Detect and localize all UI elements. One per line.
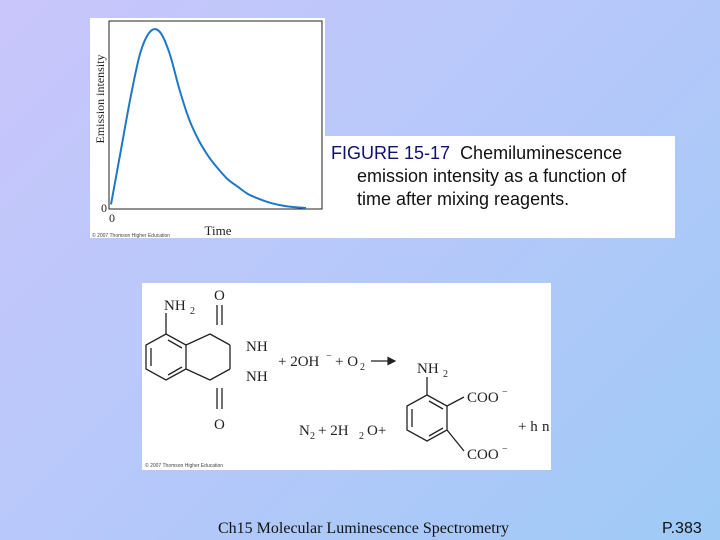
luminol-structure xyxy=(146,305,230,409)
y-tick-label: 0 xyxy=(101,201,107,215)
aminophthalate-structure xyxy=(407,377,464,451)
chart-panel xyxy=(90,18,325,238)
water-o-term: O+ xyxy=(367,423,387,439)
luminol-bottom-o: O xyxy=(214,417,225,433)
aminophthalate-nh2-sub: 2 xyxy=(443,369,448,380)
reaction-panel xyxy=(142,283,551,470)
figure-id: FIGURE 15-17 xyxy=(331,143,451,163)
chart-svg xyxy=(90,18,325,238)
nitrogen-product: N xyxy=(299,423,310,439)
aminophthalate-nh2-label: NH xyxy=(417,361,439,377)
water-term: + 2H xyxy=(318,423,349,439)
hydroxide-term: + 2OH xyxy=(278,354,320,370)
reaction-arrow xyxy=(371,358,395,365)
luminol-nh2-sub: 2 xyxy=(190,306,195,317)
caption-line-3: time after mixing reagents. xyxy=(357,189,570,209)
carboxylate-bottom: COO xyxy=(467,447,499,463)
luminol-nh-top: NH xyxy=(246,339,268,355)
figure-caption xyxy=(331,142,671,211)
luminol-nh-bottom: NH xyxy=(246,369,268,385)
emission-curve-0 xyxy=(111,29,306,208)
footer-chapter-title: Ch15 Molecular Luminescence Spectrometry xyxy=(218,520,510,537)
nitrogen-sub: 2 xyxy=(310,431,315,442)
oxygen-sub: 2 xyxy=(360,362,365,373)
caption-line-2: emission intensity as a function of xyxy=(357,166,627,186)
light-symbol: n xyxy=(542,419,550,435)
chart-copyright: © 2007 Thomson Higher Education xyxy=(92,233,171,238)
footer-page-number: P.383 xyxy=(662,520,702,537)
luminol-nh2-label: NH xyxy=(164,298,186,314)
caption-panel xyxy=(325,136,675,238)
reaction-copyright: © 2007 Thomson Higher Education xyxy=(145,463,224,469)
caption-line-1: Chemiluminescence xyxy=(460,143,623,163)
hydroxide-charge: − xyxy=(326,351,332,362)
y-axis-label: Emission intensity xyxy=(93,54,107,144)
carboxylate-bottom-charge: − xyxy=(502,444,508,455)
carboxylate-top-charge: − xyxy=(502,387,508,398)
luminol-top-o: O xyxy=(214,288,225,304)
water-sub: 2 xyxy=(359,431,364,442)
light-term: + h xyxy=(518,419,538,435)
oxygen-term: + O xyxy=(335,354,359,370)
x-axis-label: Time xyxy=(204,223,232,238)
reaction-scheme xyxy=(142,283,551,470)
carboxylate-top: COO xyxy=(467,390,499,406)
series-group xyxy=(111,29,306,208)
x-tick-label: 0 xyxy=(109,211,115,225)
